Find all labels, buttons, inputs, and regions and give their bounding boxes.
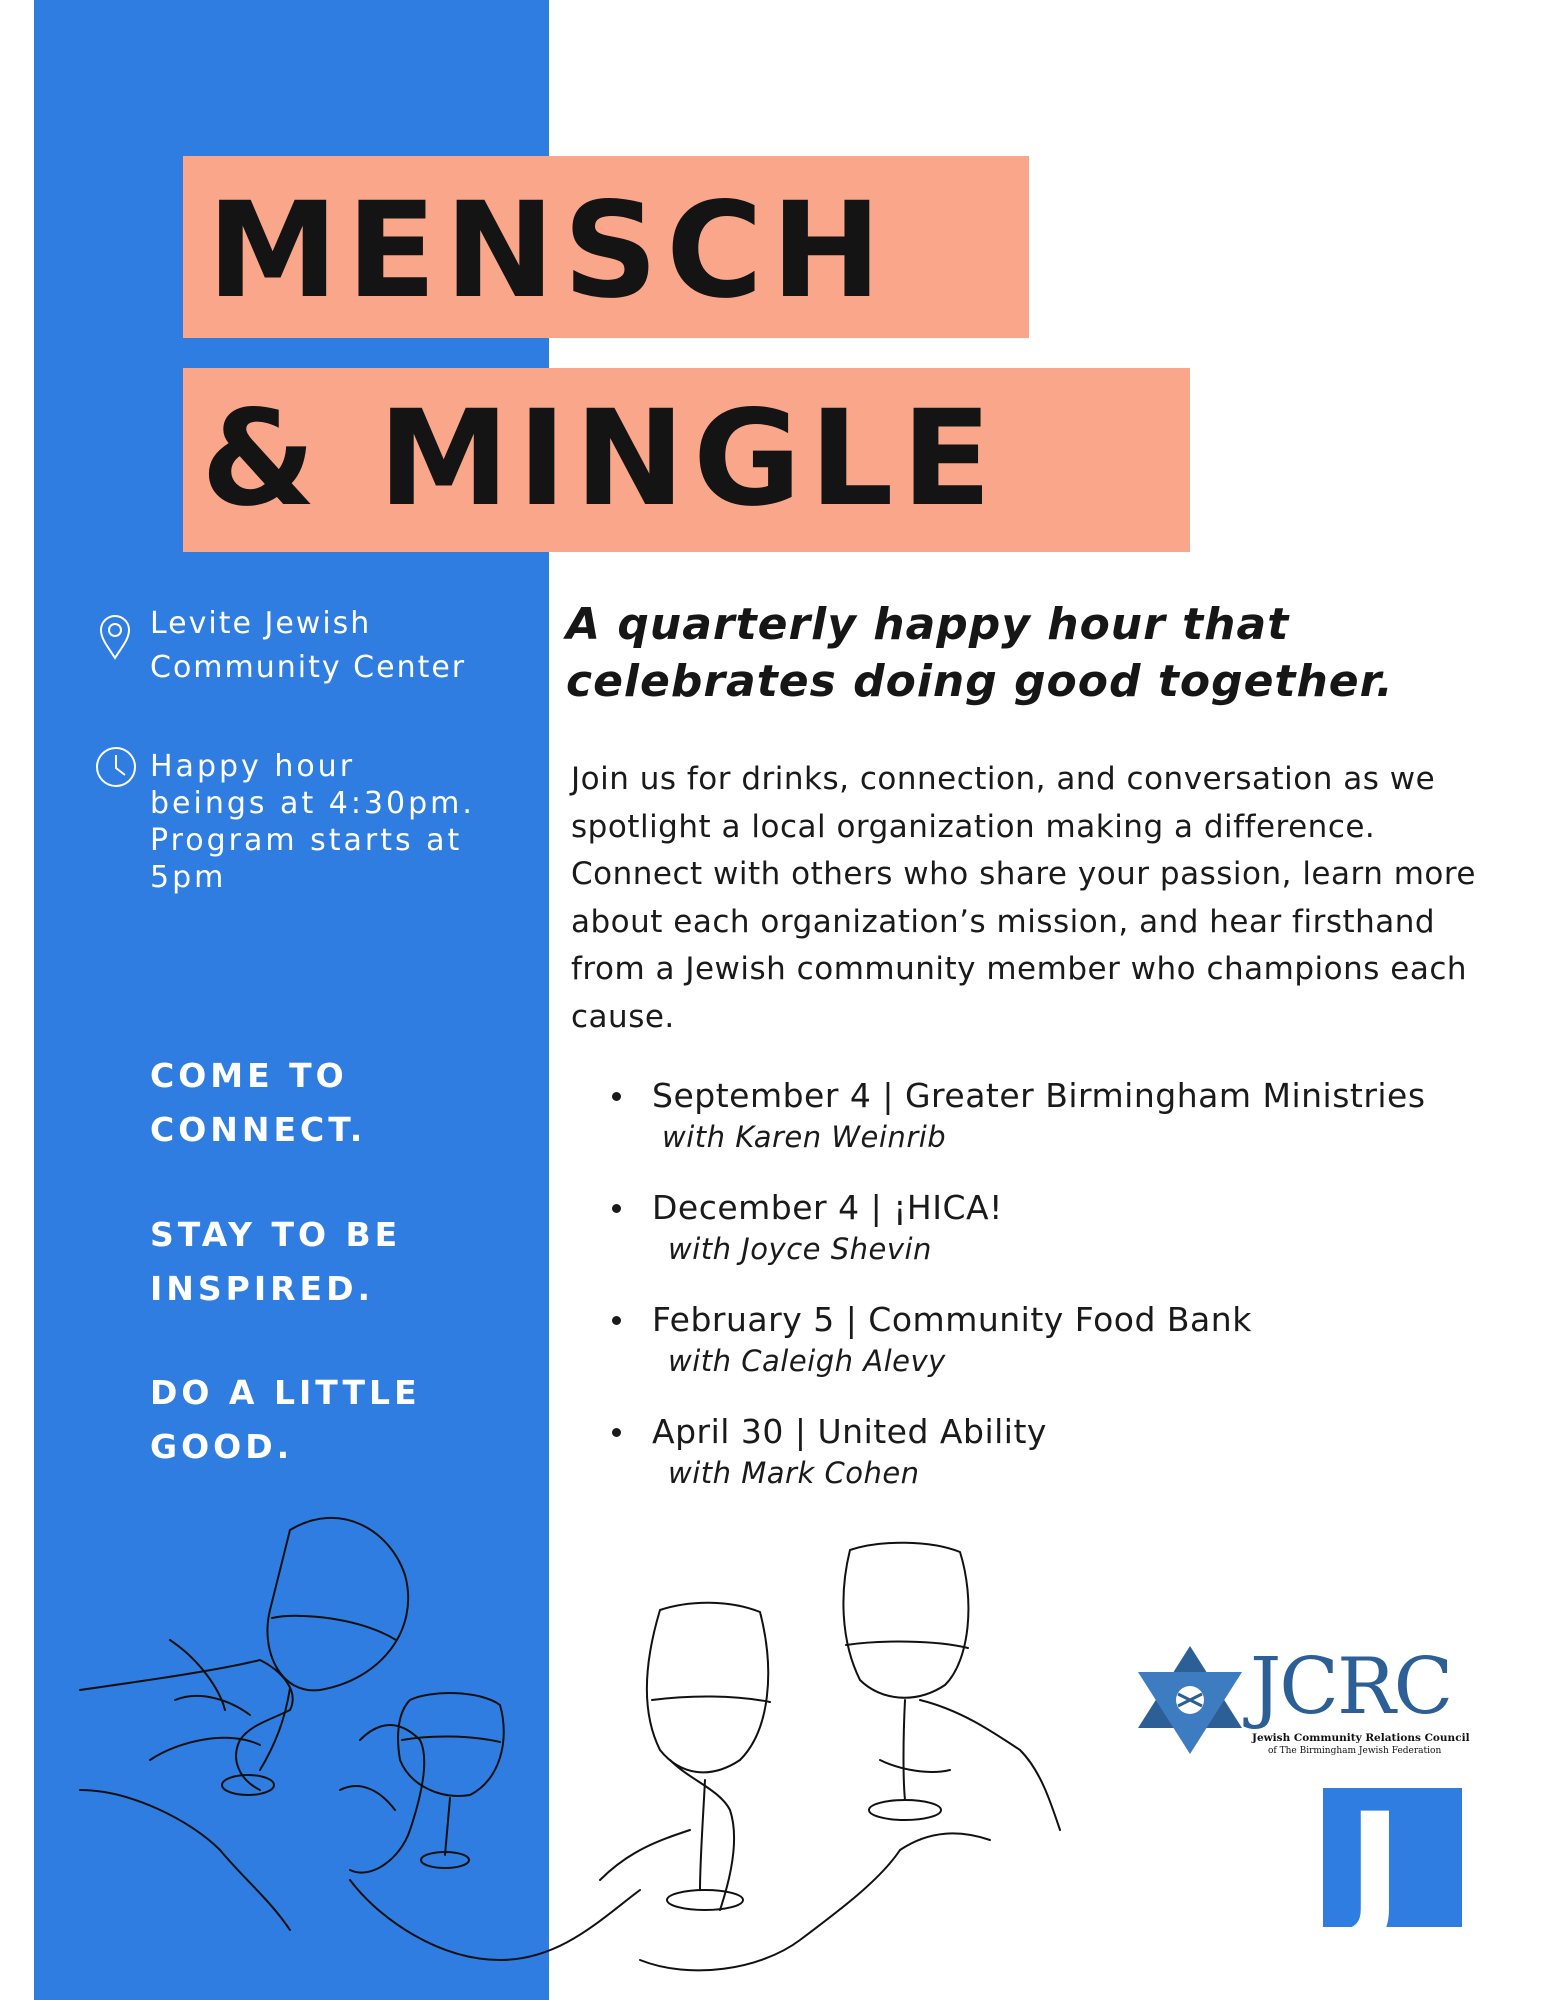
cta-connect: COME TO CONNECT. — [150, 1056, 367, 1149]
event-title: September 4 | Greater Birmingham Ministries — [652, 1076, 1426, 1115]
cta-good: DO A LITTLE GOOD. — [150, 1373, 421, 1466]
event-host: with Joyce Shevin — [668, 1232, 932, 1266]
title-line-2: & MINGLE — [201, 382, 1000, 536]
title-line-1: MENSCH — [207, 174, 890, 328]
cta-inspired: STAY TO BE INSPIRED. — [150, 1215, 402, 1308]
location-text: Levite Jewish Community Center — [150, 606, 467, 685]
star-of-david-hands-icon — [1130, 1644, 1250, 1756]
event-title: April 30 | United Ability — [652, 1412, 1047, 1451]
event-title: December 4 | ¡HICA! — [652, 1188, 1003, 1227]
jcrc-subtitle-2: of The Birmingham Jewish Federation — [1268, 1746, 1442, 1756]
j-letter: J — [1347, 1782, 1403, 1956]
event-host: with Karen Weinrib — [662, 1120, 947, 1154]
event-host: with Mark Cohen — [668, 1456, 920, 1490]
event-host: with Caleigh Alevy — [668, 1344, 946, 1378]
jcrc-subtitle: Jewish Community Relations Council — [1252, 1732, 1470, 1744]
intro-paragraph: Join us for drinks, connection, and conversation as we spotlight a local organization making a difference. Connect with others who share your passion, learn more about each organization’s mission, and hear firsthand from a Jewish community member who champions each cause. — [571, 761, 1477, 1035]
federation-j-logo — [1323, 1782, 1462, 1956]
jcrc-logo — [1130, 1636, 1470, 1766]
event-title: February 5 | Community Food Bank — [652, 1300, 1252, 1339]
time-text: Happy hour beings at 4:30pm. Program starts at 5pm — [150, 749, 475, 895]
jcrc-wordmark: JCRC — [1250, 1642, 1452, 1732]
tagline: A quarterly happy hour that celebrates doing good together. — [566, 599, 1394, 707]
